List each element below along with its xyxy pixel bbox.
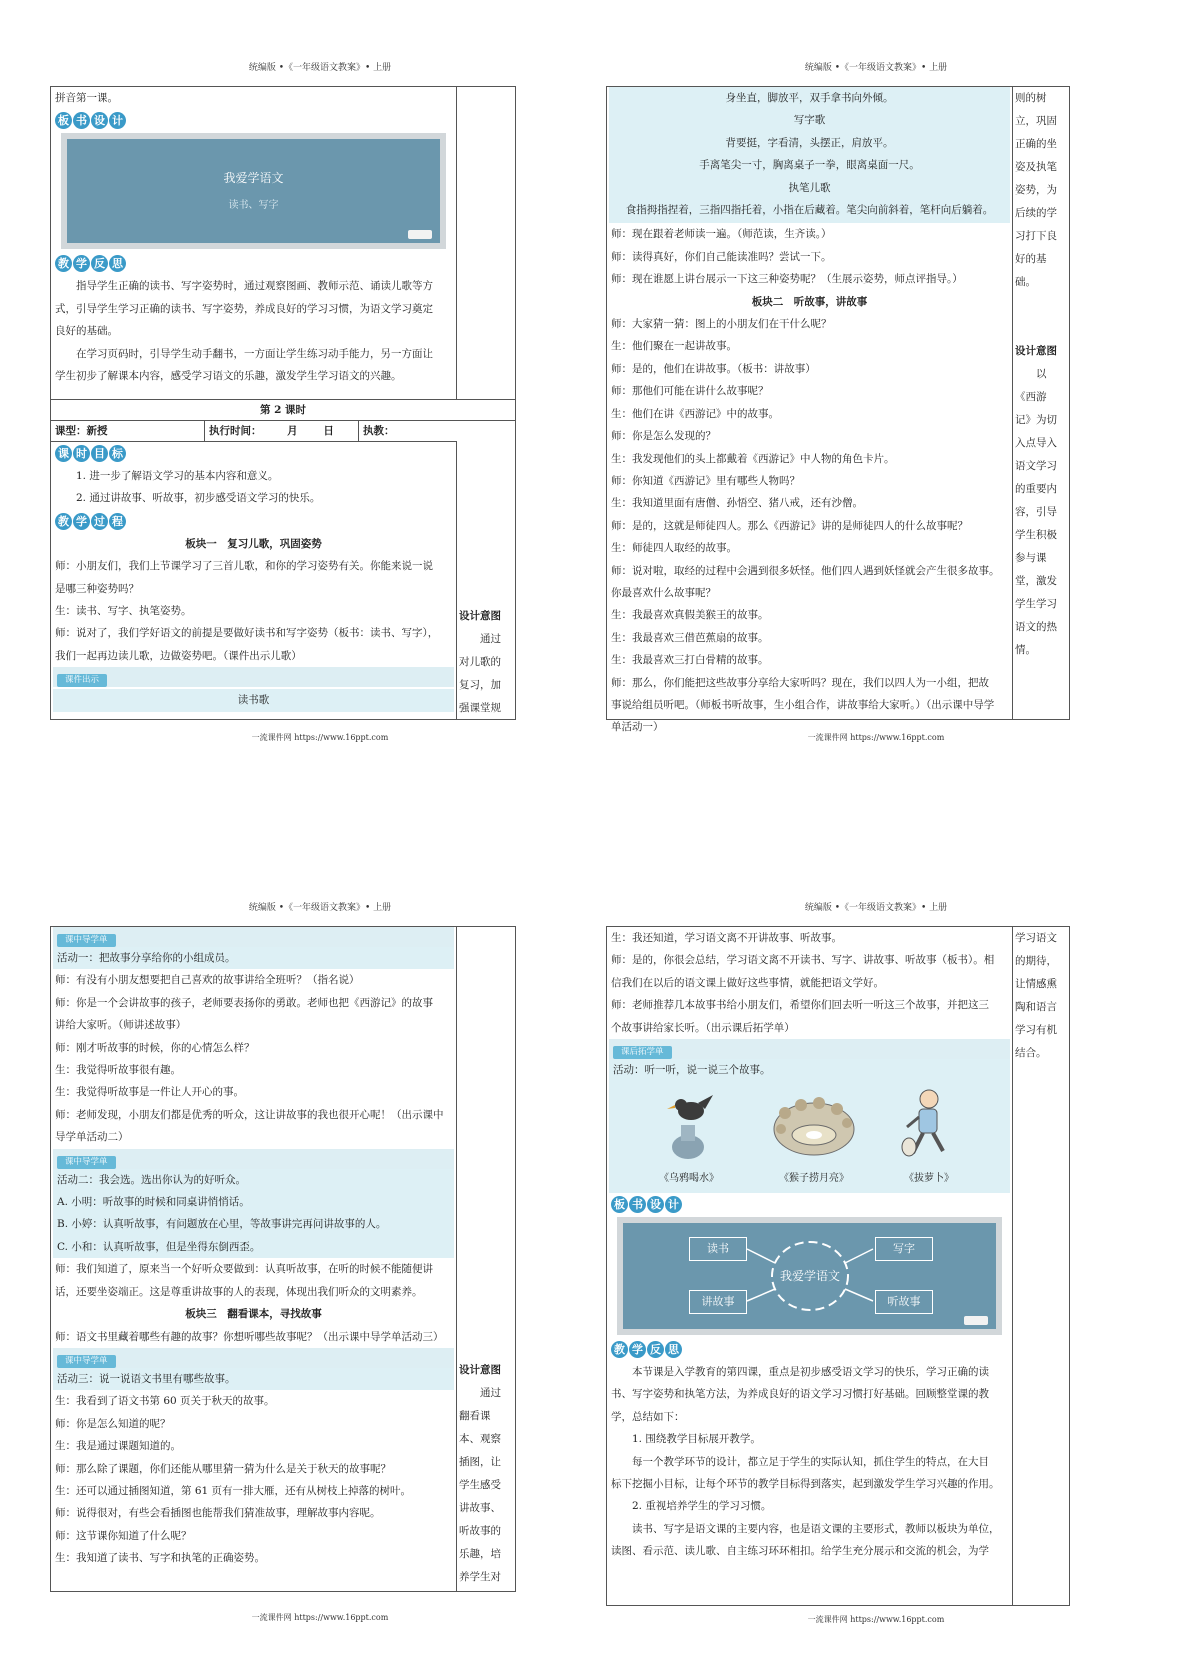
dialog-line: 单活动一） (611, 721, 664, 734)
worksheet-tag-bar (53, 1149, 454, 1169)
activity-box (53, 1368, 454, 1390)
dialog-line: 师：那么，你们能把这些故事分享给大家听吗？现在，我们以四人为一小组，把故 (611, 676, 989, 689)
worksheet-tag-bar (53, 927, 454, 947)
blackboard (61, 133, 446, 249)
reflection-line: 读书、写字是语文课的主要内容，也是语文课的主要形式，教师以板块为单位， (632, 1522, 1000, 1535)
dialog-line: 师：是的，这就是师徒四人。那么《西游记》讲的是师徒四人的什么故事呢？ (611, 519, 968, 532)
reflection-line: 1. 围绕教学目标展开教学。 (632, 1433, 761, 1446)
lesson-table (606, 926, 1070, 1606)
dialog-line: 话，还要坐姿端正。这是尊重讲故事的人的表现，体现出我们听众的文明素养。 (55, 1285, 423, 1298)
dialog-line: 师：是的，你很会总结，学习语文离不开读书、写字、讲故事、听故事（板书）。相 (611, 954, 995, 967)
poem-title: 读书歌 (53, 689, 454, 711)
activity-line: 活动：听一听，说一说三个故事。 (613, 1064, 771, 1077)
worksheet-tag: 课中导学单 (57, 1355, 116, 1368)
reflection-line: 2. 重视培养学生的学习习惯。 (632, 1500, 772, 1513)
courseware-tag-bar (53, 667, 454, 687)
homework-tag: 课后拓学单 (613, 1046, 672, 1059)
dialog-line: 师：老师发现，小朋友们都是优秀的听众，这让讲故事的我也很开心呢！（出示课中 (55, 1108, 444, 1121)
block-title: 板块二 听故事，讲故事 (751, 295, 868, 308)
dialog-line: 师：读得真好，你们自己能读准吗？尝试一下。 (611, 250, 832, 263)
dialog-line: 师：你知道《西游记》里有哪些人物吗？ (611, 474, 800, 487)
dialog-line: 生：我知道里面有唐僧、孙悟空、猪八戒，还有沙僧。 (611, 497, 863, 510)
lesson-table (50, 86, 516, 720)
board-node-tell: 讲故事 (689, 1290, 747, 1314)
goal-item: 2. 通过讲故事、听故事，初步感受语文学习的快乐。 (76, 492, 321, 505)
dialog-line: 生：我发现他们的头上都戴着《西游记》中人物的角色卡片。 (611, 452, 895, 465)
lesson-time: 执行时间： 月 日 (205, 421, 359, 441)
activity-line: 活动一：把故事分享给你的小组成员。 (57, 952, 236, 964)
dialog-line: 师：语文书里藏着哪些有趣的故事？你想听哪些故事呢？（出示课中导学单活动三） (55, 1330, 444, 1343)
section-heading-goals: 课 时 目 标 (55, 445, 456, 462)
dialog-line: 讲给大家听。（师讲述故事） (55, 1019, 187, 1032)
dialog-line: 师：这节课你知道了什么呢？ (55, 1529, 192, 1542)
running-footer: 一流课件网 https://www.16ppt.com (251, 1613, 389, 1622)
running-footer: 一流课件网 https://www.16ppt.com (251, 733, 389, 742)
running-header: 统编版 •《一年级语文教案》• 上册 (248, 63, 392, 73)
dialog-line: 师：大家猜一猜：图上的小朋友们在干什么呢？ (611, 318, 832, 331)
eraser-icon (408, 230, 432, 239)
page-1 (50, 60, 590, 780)
dialog-line: 师：我们知道了，原来当一个好听众要做到：认真听故事，在听的时候不能随便讲 (55, 1263, 433, 1276)
running-header: 统编版 •《一年级语文教案》• 上册 (804, 63, 948, 73)
activity-box (53, 1169, 454, 1259)
running-header: 统编版 •《一年级语文教案》• 上册 (248, 903, 392, 913)
option-b: B. 小婷：认真听故事，有问题放在心里，等故事讲完再问讲故事的人。 (57, 1218, 387, 1231)
main-column (607, 927, 1013, 1605)
reflection-line: 学，总结如下： (611, 1410, 685, 1423)
activity-box (53, 947, 454, 969)
board-title: 我爱学语文 (223, 171, 284, 186)
board-node-read: 读书 (689, 1237, 747, 1261)
section-heading-reflection: 教 学 反 思 (611, 1341, 1012, 1358)
dialog-line: 你最喜欢什么故事呢？ (611, 586, 716, 599)
dialog-line: 个故事讲给家长听。（出示课后拓学单） (611, 1021, 795, 1034)
dialog-line: 师：你是怎么知道的呢？ (55, 1417, 171, 1430)
dialog-line: 生：还可以通过插图知道，第 61 页有一排大雁，还有从树枝上掉落的树叶。 (55, 1484, 412, 1497)
dialog-line: 生：师徒四人取经的故事。 (611, 542, 737, 555)
monkeys-icon (769, 1089, 859, 1161)
running-footer: 一流课件网 https://www.16ppt.com (807, 1615, 945, 1624)
blackboard (617, 1217, 1002, 1335)
eraser-icon (964, 1316, 988, 1325)
dialog-line: 师：说对啦，取经的过程中会遇到很多妖怪。他们四人遇到妖怪就会产生很多故事。 (611, 564, 1000, 577)
dialog-line: 师：说得很对，有些会看插图也能帮我们猜准故事，理解故事内容呢。 (55, 1507, 381, 1520)
dialog-line: 师：说对了，我们学好语文的前提是要做好读书和写字姿势（板书：读书、写字）， (55, 627, 439, 640)
lesson-table (50, 926, 516, 1592)
poem-box (609, 87, 1010, 223)
dialog-line: 生：他们聚在一起讲故事。 (611, 340, 737, 353)
dialog-line: 师：那他们可能在讲什么故事呢？ (611, 385, 769, 398)
block-title: 板块一 复习儿歌，巩固姿势 (185, 537, 322, 550)
courseware-tag: 课件出示 (57, 674, 107, 687)
main-column (51, 927, 457, 1591)
reflection-line: 读图、看示范、读儿歌、自主练习环环相扣。给学生充分展示和交流的机会，为学 (611, 1545, 989, 1558)
lesson-info-row (51, 420, 515, 441)
reflection-line: 指导学生正确的读书、写字姿势时，通过观察图画、教师示范、诵读儿歌等方 (76, 280, 433, 293)
poem-title: 执笔儿歌 (788, 181, 831, 194)
activity-line: 活动二：我会选。选出你认为的好听众。 (57, 1173, 246, 1186)
dialog-line: 师：你是一个会讲故事的孩子，老师要表扬你的勇敢。老师也把《西游记》的故事 (55, 996, 433, 1009)
dialog-line: 生：我觉得听故事很有趣。 (55, 1064, 181, 1077)
design-intent: 设计意图 通过 对儿歌的 复习，加 强课堂规 (459, 610, 501, 714)
running-footer: 一流课件网 https://www.16ppt.com (807, 733, 945, 742)
main-column (607, 87, 1013, 734)
board-node-listen: 听故事 (875, 1290, 933, 1314)
reflection-line: 每一个教学环节的设计，都立足于学生的实际认知，抓住学生的特点，在大目 (632, 1455, 989, 1468)
design-intent: 则的树 立，巩固 正确的坐 姿及执笔 姿势，为 后续的学 习打下良 好的基 础。 设计意图 以 《西游 记》为切 入点导入 语文学习 的重要内 容，引导 学生积极 参与课 堂，激发 学生学习 语文的热 情。 (1015, 92, 1057, 656)
poem-line: 背要挺，字看清，头摆正，肩放平。 (725, 136, 894, 149)
dialog-line: 师：刚才听故事的时候，你的心情怎么样？ (55, 1041, 255, 1054)
story-caption: 《拔萝卜》 (904, 1173, 954, 1185)
running-header: 统编版 •《一年级语文教案》• 上册 (804, 903, 948, 913)
option-c: C. 小和：认真听故事，但是坐得东倒西歪。 (57, 1240, 261, 1253)
text-line: 拼音第一课。 (55, 92, 118, 104)
board-node-write: 写字 (875, 1237, 933, 1261)
dialog-line: 导学单活动二） (55, 1131, 129, 1144)
page-2 (606, 60, 1146, 780)
dialog-line: 是哪三种姿势吗？ (55, 582, 139, 595)
section-heading-process: 教 学 过 程 (55, 513, 456, 530)
dialog-line: 师：现在谁愿上讲台展示一下这三种姿势呢？（生展示姿势，师点评指导。） (611, 273, 963, 286)
worksheet-tag: 课中导学单 (57, 934, 116, 947)
design-intent: 学习语文 的期待， 让情感熏 陶和语言 学习有机 结合。 (1015, 932, 1057, 1059)
page-4 (606, 900, 1146, 1624)
dialog-line: 生：他们在讲《西游记》中的故事。 (611, 407, 779, 420)
dialog-line: 生：读书、写字、执笔姿势。 (55, 605, 192, 618)
lesson-teacher: 执教： (363, 425, 395, 437)
option-a: A. 小明：听故事的时候和同桌讲悄悄话。 (57, 1196, 250, 1209)
poem-title: 写字歌 (793, 114, 826, 127)
dialog-line: 生：我最喜欢三借芭蕉扇的故事。 (611, 631, 769, 644)
reflection-line: 本节课是入学教育的第四课，重点是初步感受语文学习的快乐，学习正确的读 (632, 1366, 989, 1379)
reflection-line: 式，引导学生学习正确的读书、写字姿势，养成良好的学习习惯，为语文学习奠定 (55, 302, 433, 315)
lesson-number: 第 2 课时 (51, 399, 515, 420)
reflection-line: 学生初步了解课本内容，感受学习语文的乐趣，激发学生学习语文的兴趣。 (55, 370, 402, 383)
poem-line: 食指拇指捏着，三指四指托着，小指在后藏着。笔尖向前斜着，笔杆向后躺着。 (625, 204, 994, 217)
story-panel (609, 1059, 1010, 1193)
poem-line: 手离笔尖一寸，胸离桌子一拳，眼离桌面一尺。 (699, 159, 920, 172)
dialog-line: 信我们在以后的语文课上做好这些事情，就能把语文学好。 (611, 976, 884, 989)
design-intent: 设计意图 通过 翻看课 本、观察 插图，让 学生感受 讲故事、 听故事的 乐趣，培 养学生对 (459, 1364, 501, 1583)
dialog-line: 生：我知道了读书、写字和执笔的正确姿势。 (55, 1552, 265, 1565)
section-heading-reflection: 教 学 反 思 (55, 255, 456, 272)
board-center-title: 我爱学语文 (779, 1269, 840, 1284)
dialog-line: 生：我还知道，学习语文离不开讲故事、听故事。 (611, 932, 842, 944)
dialog-line: 生：我最喜欢三打白骨精的故事。 (611, 654, 769, 667)
reflection-line: 在学习页码时，引导学生动手翻书，一方面让学生练习动手能力，另一方面让 (76, 347, 433, 360)
block-title: 板块三 翻看课本，寻找故事 (185, 1308, 322, 1321)
reflection-line: 良好的基础。 (55, 325, 118, 338)
lesson-type: 课型：新授 (51, 421, 205, 441)
story-caption: 《猴子捞月亮》 (779, 1173, 849, 1185)
board-subtitle: 读书、写字 (228, 200, 279, 212)
section-heading-board: 板 书 设 计 (55, 112, 456, 129)
dialog-line: 生：我是通过课题知道的。 (55, 1440, 181, 1453)
dialog-line: 生：我看到了语文书第 60 页关于秋天的故事。 (55, 1395, 275, 1408)
worksheet-tag: 课中导学单 (57, 1156, 116, 1169)
goal-item: 1. 进一步了解语文学习的基本内容和意义。 (76, 470, 279, 482)
dialog-line: 师：现在跟着老师读一遍。（师范读，生齐读。） (611, 228, 832, 241)
worksheet-tag-bar (53, 1348, 454, 1368)
section-heading-board: 板 书 设 计 (611, 1196, 1012, 1213)
crow-icon (653, 1089, 723, 1161)
child-pulling-icon (899, 1087, 955, 1163)
reflection-line: 书、写字姿势和执笔方法，为养成良好的语文学习习惯打好基础。回顾整堂课的教 (611, 1388, 989, 1401)
lesson-table (606, 86, 1070, 734)
dialog-line: 师：你是怎么发现的？ (611, 430, 716, 443)
dialog-line: 师：是的，他们在讲故事。（板书：讲故事） (611, 362, 816, 375)
dialog-line: 生：我觉得听故事是一件让人开心的事。 (55, 1086, 244, 1099)
dialog-line: 生：我最喜欢真假美猴王的故事。 (611, 609, 769, 622)
dialog-line: 师：小朋友们，我们上节课学习了三首儿歌，和你的学习姿势有关。你能来说一说 (55, 560, 433, 573)
reflection-line: 标下挖掘小目标，让每个环节的教学目标得到落实，起到激发学生学习兴趣的作用。 (611, 1478, 1000, 1491)
dialog-line: 我们一起再边读儿歌，边做姿势吧。（课件出示儿歌） (55, 649, 302, 662)
dialog-line: 事说给组员听吧。（师板书听故事，生小组合作，讲故事给大家听。）（出示课中导学 (611, 698, 995, 711)
page-3 (50, 900, 590, 1620)
dialog-line: 师：老师推荐几本故事书给小朋友们，希望你们回去听一听这三个故事，并把这三 (611, 999, 989, 1012)
activity-line: 活动三：说一说语文书里有哪些故事。 (57, 1372, 236, 1385)
poem-line: 身坐直，脚放平，双手拿书向外倾。 (725, 92, 894, 104)
story-caption: 《乌鸦喝水》 (659, 1173, 719, 1185)
dialog-line: 师：有没有小朋友想要把自己喜欢的故事讲给全班听？（指名说） (55, 974, 360, 987)
homework-tag-bar (609, 1039, 1010, 1059)
dialog-line: 师：那么除了课题，你们还能从哪里猜一猜为什么是关于秋天的故事呢？ (55, 1462, 391, 1475)
